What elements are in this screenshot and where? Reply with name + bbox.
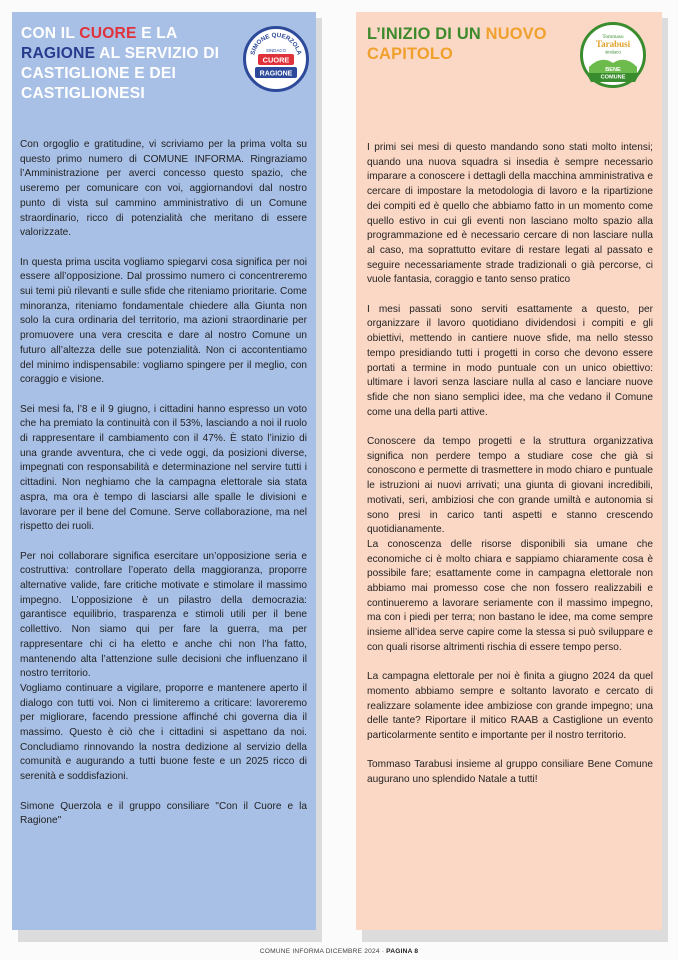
cuore-ragione-logo [243,26,309,92]
paragraph: Vogliamo continuare a vigilare, proporre e mantenere aperto il dialogo con tutti voi. Non ci limiteremo a criticare: lavoreremo per migliorare, facendo pressione affinché chi governa dia il massimo. Questo è ciò che i cittadini si aspettano da noi. Concludiamo rinnovando la nostra dedizione al servizio della comunità e augurando a tutti buone feste e un 2025 ricco di serenità e soddisfazioni. [20,682,307,783]
signature: Tommaso Tarabusi insieme al gruppo consiliare Bene Comune augurano uno splendido Natale a tutti! [367,759,653,786]
paragraph: In questa prima uscita vogliamo spiegarvi cosa significa per noi essere all’opposizione. Dal prossimo numero ci concentreremo sui temi più rilevanti e sulle sfide che riteniamo prioritarie. Come minoranza, riteniamo fondamentale chiedere alla Giunta non solo la cura ordinaria del territorio, ma azioni straordinarie per promuovere una vera crescita e dare al nostro Comune un futuro all’altezza delle sue potenzialità. Non ci accontentiamo del minimo indispensabile: vogliamo spingere per il meglio, con coraggio e visione. [20,256,307,386]
logo-bottom-word-2: COMUNE [600,74,626,81]
paragraph: La conoscenza delle risorse disponibili sia umane che economiche ci è molto chiara e sappiamo chiaramente cosa è possibile fare; esattamente come in campagna elettorale non abbiamo mai promesso cose che non fossero realizzabili e continueremo a lavorare seriamente con il massimo impegno, ma con i piedi per terra; non bastano le idee, ma come sempre insieme all’idea serve capire come la stessa si può sviluppare e con quali risorse altrimenti rischia di essere tempo perso. [367,538,653,653]
right-article-body [367,141,653,803]
title-text: AL SERVIZIO DI CASTIGLIONE E DEI CASTIGLIONESI [21,45,220,102]
logo-name-top: Tommaso [602,34,624,40]
right-column-panel [356,12,662,930]
title-highlight-nuovo: NUOVO [485,25,547,43]
logo-name: Tarabusi [595,39,631,49]
left-article-body [20,138,307,844]
cuore-ragione-logo-graphic [246,29,306,89]
paragraph: Sei mesi fa, l’8 e il 9 giugno, i cittadini hanno espresso un voto che ha premiato la continuità con il 53%, lasciando a noi il ruolo di rappresentare il cambiamento con il 47%. È stato l’inizio di una grande avventura, che ci vede oggi, da posizioni diverse, impegnati con responsabilità e determinazione nel servire tutti i cittadini. Non neghiamo che la campagna elettorale sia stata aspra, ma ora è tempo di lasciarsi alle spalle le divisioni e lavorare per il bene del Comune. Serve collaborazione, ma nel rispetto dei ruoli. [20,403,307,533]
paragraph: Conoscere da tempo progetti e la struttura organizzativa significa non perdere tempo a studiare cose che già si conoscono e permette di trasmettere in modo chiaro e puntuale le istruzioni ai nuovi arrivati; una giunta di giovani incredibili, motivati, seri, ambiziosi che con grande umiltà e autonomia si sono presi in carico tanti aspetti e stanno crescendo quotidianamente. [367,436,653,536]
paragraph: Con orgoglio e gratitudine, vi scriviamo per la prima volta su questo primo numero di COMUNE INFORMA. Ringraziamo l’Amministrazione per averci concesso questo spazio, che useremo per comunicare con voi, aggiornandovi dal nostro punto di vista sul cammino amministrativo di un Comune straordinario, ricco di potenzialità che meritano di essere valorizzate. [20,139,307,239]
title-highlight-capitolo: CAPITOLO [367,45,453,63]
page-number: PAGINA 8 [386,948,419,955]
footer-text: COMUNE INFORMA DICEMBRE 2024 · [259,948,387,955]
title-highlight-cuore: CUORE [79,25,137,42]
page-footer [0,948,678,955]
logo-bottom-word-1: BENE [605,67,621,73]
signature: Simone Querzola e il gruppo consiliare "Con il Cuore e la Ragione" [20,800,307,827]
bene-comune-logo-graphic [583,25,643,85]
logo-bottom-word: RAGIONE [259,70,293,78]
title-highlight-ragione: RAGIONE [21,45,96,62]
logo-sub-text: sindaco [605,49,621,55]
paragraph: I mesi passati sono serviti esattamente a questo, per organizzare il lavoro quotidiano dividendosi i compiti e gli obiettivi, mettendo in cantiere nuove sfide, ma nello stesso tempo presidiando tutti i progetti in corso che devono essere portati a termine in modo puntuale con un unico obiettivo: ultimare i lavori senza lasciare nulla al caso e lanciare nuove sfide che non siano semplici idee, ma che vedano il Comune come una della parti attive. [367,303,653,418]
left-column-panel [12,12,316,930]
paragraph: I primi sei mesi di questo mandando sono stati molto intensi; quando una nuova squadra si insedia è sempre necessario imparare a conoscere i dettagli della macchina amministrativa e cercare di impostare la metodologia di lavoro e la ripartizione dei compiti ed è quello che abbiamo fatto in un momento come quello estivo in cui gli eventi non lasciano molto spazio alla programmazione ed è necessario cercare di non lasciare nulla al caso, ma soprattutto evitare di restare legati al passato e seguire necessariamente strade tradizionali o già percorse, ci vuole fantasia, coraggio e tanto senso pratico [367,142,653,286]
left-title [21,24,231,104]
paragraph: Per noi collaborare significa esercitare un’opposizione seria e costruttiva: controllare l’operato della maggioranza, proporre alternative valide, fare critiche motivate e stimolare il massimo impegno. L’opposizione è un pilastro della democrazia: garantisce equilibrio, trasparenza e stimoli utili per il bene collettivo. Non siamo qui per fare la guerra, ma per rappresentare chi ci ha eletto e anche chi non l’ha fatto, mantenendo alta l’attenzione sulle decisioni che influenzano il nostro territorio. [20,550,307,680]
paragraph: La campagna elettorale per noi è finita a giugno 2024 da quel momento abbiamo sempre e soltanto lavorato e cercato di realizzare solamente idee ambiziose con grande impegno; una delle tante? Riportare il mitico RAAB a Castiglione un evento particolarmente sentito e importante per il nostro territorio. [367,671,653,742]
right-title [367,24,567,64]
logo-top-word: CUORE [262,55,290,65]
title-text: E LA [136,25,177,42]
bene-comune-logo [580,22,646,88]
title-text: L’INIZIO DI UN [367,25,486,43]
logo-sub-text: SINDACO [265,48,287,53]
logo-arc-text: SIMONE QUERZOLA [249,31,303,56]
title-text: CON IL [21,25,80,42]
